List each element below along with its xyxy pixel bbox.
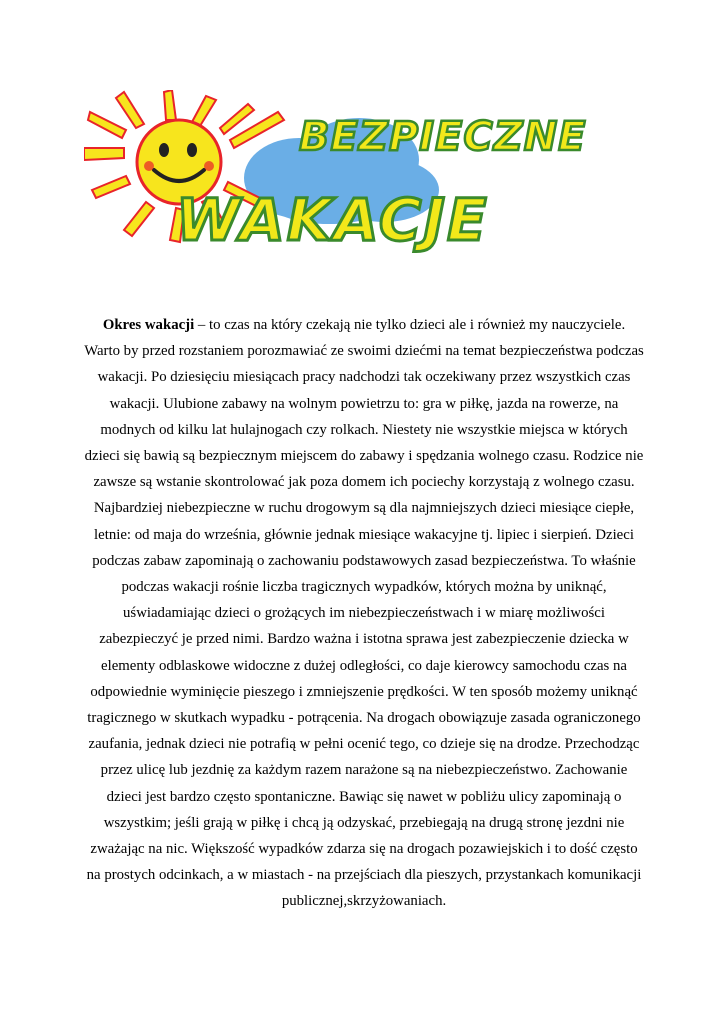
bezpieczne-wakacje-banner [84, 90, 640, 260]
logo-line-2: WAKACJE [176, 186, 489, 254]
sun-cloud-logo-image [84, 90, 640, 260]
logo-line-1: BEZPIECZNE [299, 114, 587, 160]
article-text: – to czas na który czekają nie tylko dzieci ale i również my nauczyciele. Warto by przed rozstaniem porozmawiać ze swoimi dziećmi na temat bezpieczeństwa podczas wakacji. Po dziesięciu miesiącach pracy nadchodzi tak oczekiwany przez wszystkich czas wakacji. Ulubione zabawy na wolnym powietrzu to: gra w piłkę, jazda na rowerze, na modnych od kilku lat hulajnogach czy rolkach. Niestety nie wszystkie miejsca w których dzieci się bawią są bezpiecznym miejscem do zabawy i spędzania wolnego czasu. Rodzice nie zawsze są wstanie skontrolować jak poza domem ich pociechy korzystają z wolnego czasu. Najbardziej niebezpieczne w ruchu drogowym są dla najmniejszych dzieci miesiące ciepłe, letnie: od maja do września, głównie jednak miesiące wakacyjne tj. lipiec i sierpień. Dzieci podczas zabaw zapominają o zachowaniu podstawowych zasad bezpieczeństwa. To właśnie podczas wakacji rośnie liczba tragicznych wypadków, których można by uniknąć, uświadamiając dzieci o grożących im niebezpieczeństwach i w miarę możliwości zabezpieczyć je przed nimi. Bardzo ważna i istotna sprawa jest zabezpieczenie dziecka w elementy odblaskowe widoczne z dużej odległości, co daje kierowcy samochodu czas na odpowiednie wyminięcie pieszego i zmniejszenie prędkości. W ten sposób możemy uniknąć tragicznego w skutkach wypadku - potrącenia. Na drogach obowiązuje zasada ograniczonego zaufania, jednak dzieci nie potrafią w pełni ocenić tego, co dzieje się na drodze. Przechodząc przez ulicę lub jezdnię za każdym razem narażone są na niebezpieczeństwo. Zachowanie dzieci jest bardzo często spontaniczne. Bawiąc się nawet w pobliżu ulicy zapominają o wszystkim; jeśli grają w piłkę i chcą ją odzyskać, przebiegają na drugą stronę jezdni nie zważając na nic. Większość wypadków zdarza się na drogach pozawiejskich i to dość często na prostych odcinkach, a w miastach - na przejściach dla pieszych, przystankach komunikacji publicznej,skrzyżowaniach. [84, 317, 644, 910]
article-paragraph [84, 312, 644, 915]
article-lead: Okres wakacji [102, 317, 195, 333]
